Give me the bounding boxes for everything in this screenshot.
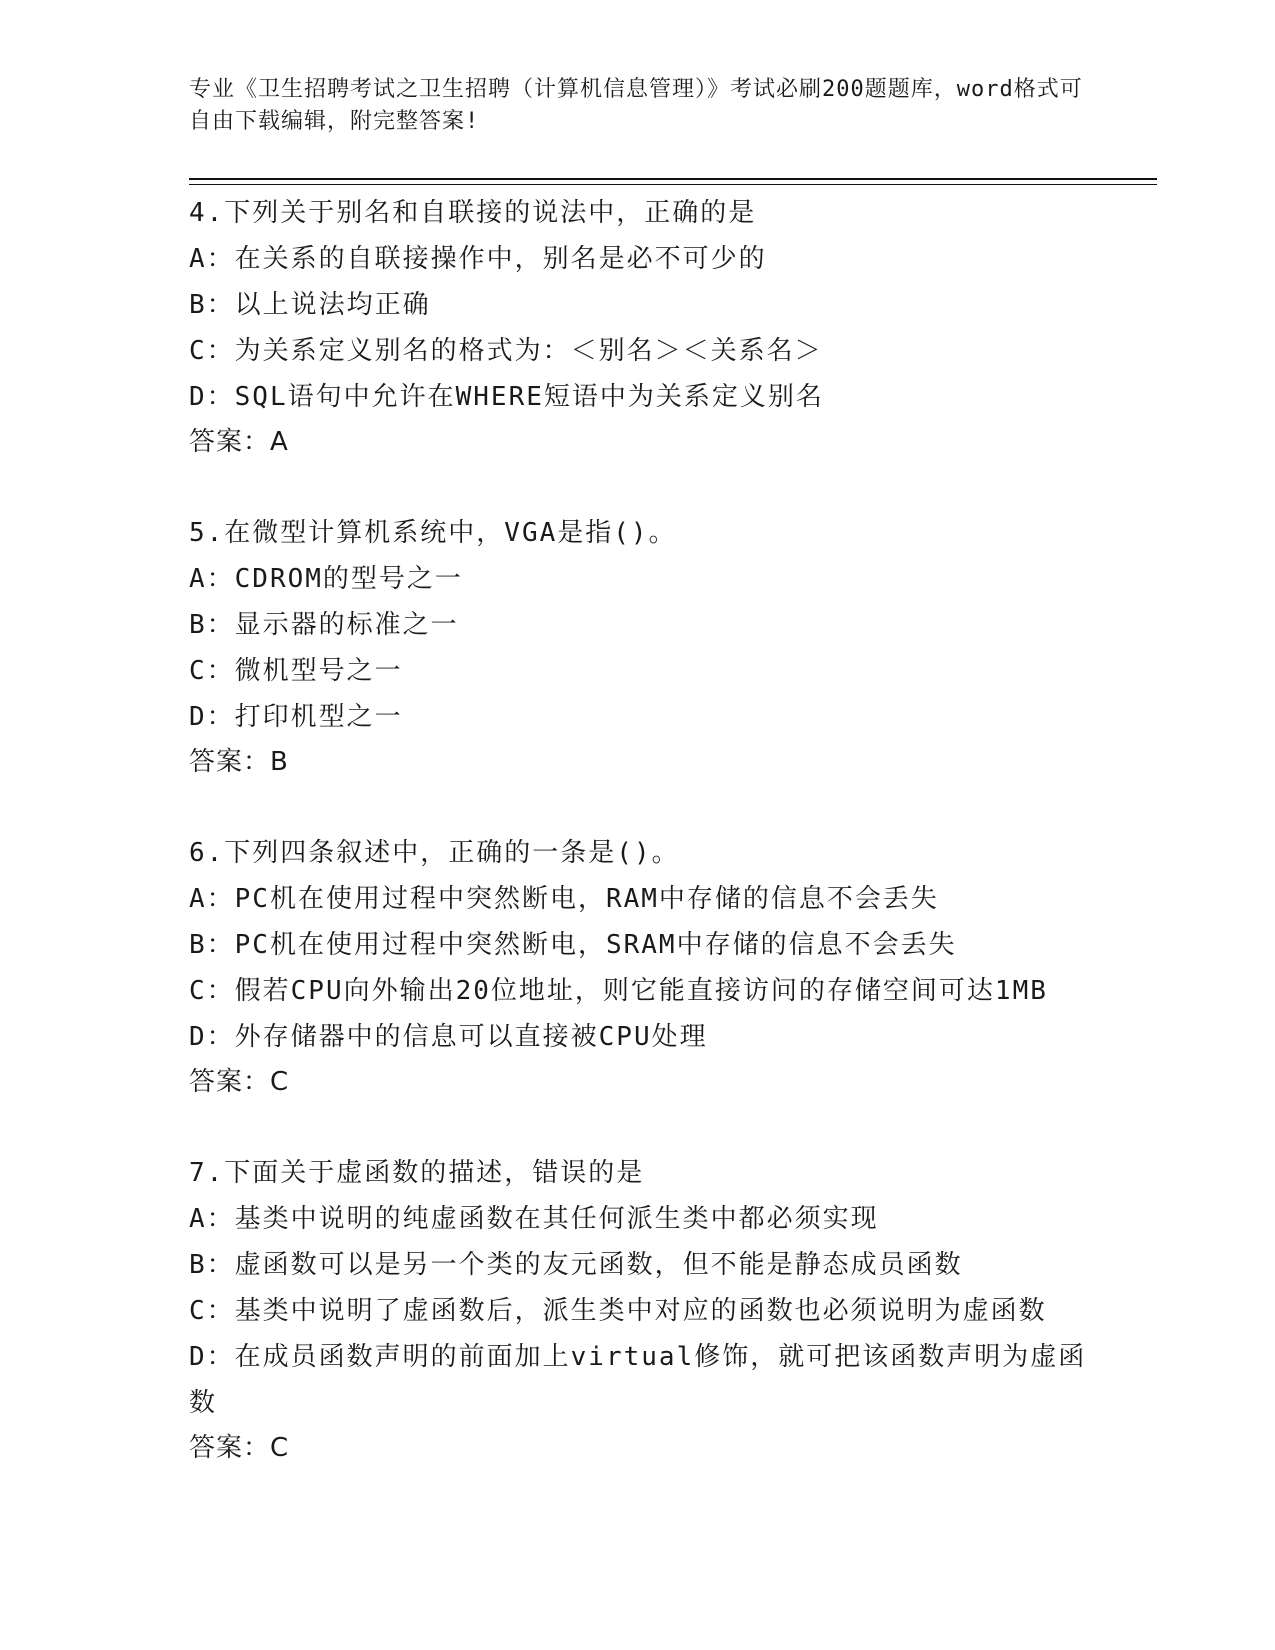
question-stem: 7.下面关于虚函数的描述，错误的是 <box>189 1158 645 1188</box>
question-list <box>189 190 1089 1516</box>
option-d: D：外存储器中的信息可以直接被CPU处理 <box>189 1022 708 1052</box>
header-divider-thin <box>189 184 1157 185</box>
option-b: B：以上说法均正确 <box>189 290 431 320</box>
answer-label: 答案：A <box>189 427 289 457</box>
option-c: C：为关系定义别名的格式为：＜别名＞＜关系名＞ <box>189 336 823 366</box>
question-7 <box>189 1150 1089 1470</box>
option-b: B：PC机在使用过程中突然断电，SRAM中存储的信息不会丢失 <box>189 930 957 960</box>
option-d: D：SQL语句中允许在WHERE短语中为关系定义别名 <box>189 382 824 412</box>
header-divider-thick <box>189 178 1157 180</box>
option-d: D：在成员函数声明的前面加上virtual修饰，就可把该函数声明为虚函数 <box>189 1342 1087 1418</box>
option-a: A：基类中说明的纯虚函数在其任何派生类中都必须实现 <box>189 1204 879 1234</box>
option-c: C：微机型号之一 <box>189 656 403 686</box>
document-header: 专业《卫生招聘考试之卫生招聘（计算机信息管理）》考试必刷200题题库，word格式可自由下载编辑，附完整答案! <box>189 77 1083 134</box>
question-6 <box>189 830 1089 1104</box>
question-stem: 6.下列四条叙述中，正确的一条是()。 <box>189 838 680 868</box>
answer-label: 答案：C <box>189 1433 290 1463</box>
option-a: A：PC机在使用过程中突然断电，RAM中存储的信息不会丢失 <box>189 884 939 914</box>
answer-label: 答案：B <box>189 747 289 777</box>
option-b: B：虚函数可以是另一个类的友元函数，但不能是静态成员函数 <box>189 1250 963 1280</box>
question-4 <box>189 190 1089 464</box>
option-c: C：基类中说明了虚函数后，派生类中对应的函数也必须说明为虚函数 <box>189 1296 1047 1326</box>
option-a: A：在关系的自联接操作中，别名是必不可少的 <box>189 244 767 274</box>
option-a: A：CDROM的型号之一 <box>189 564 463 594</box>
option-d: D：打印机型之一 <box>189 702 403 732</box>
answer-label: 答案：C <box>189 1067 290 1097</box>
option-c: C：假若CPU向外输出20位地址，则它能直接访问的存储空间可达1MB <box>189 976 1048 1006</box>
question-stem: 4.下列关于别名和自联接的说法中，正确的是 <box>189 198 757 228</box>
question-5 <box>189 510 1089 784</box>
option-b: B：显示器的标准之一 <box>189 610 459 640</box>
question-stem: 5.在微型计算机系统中，VGA是指()。 <box>189 518 677 548</box>
